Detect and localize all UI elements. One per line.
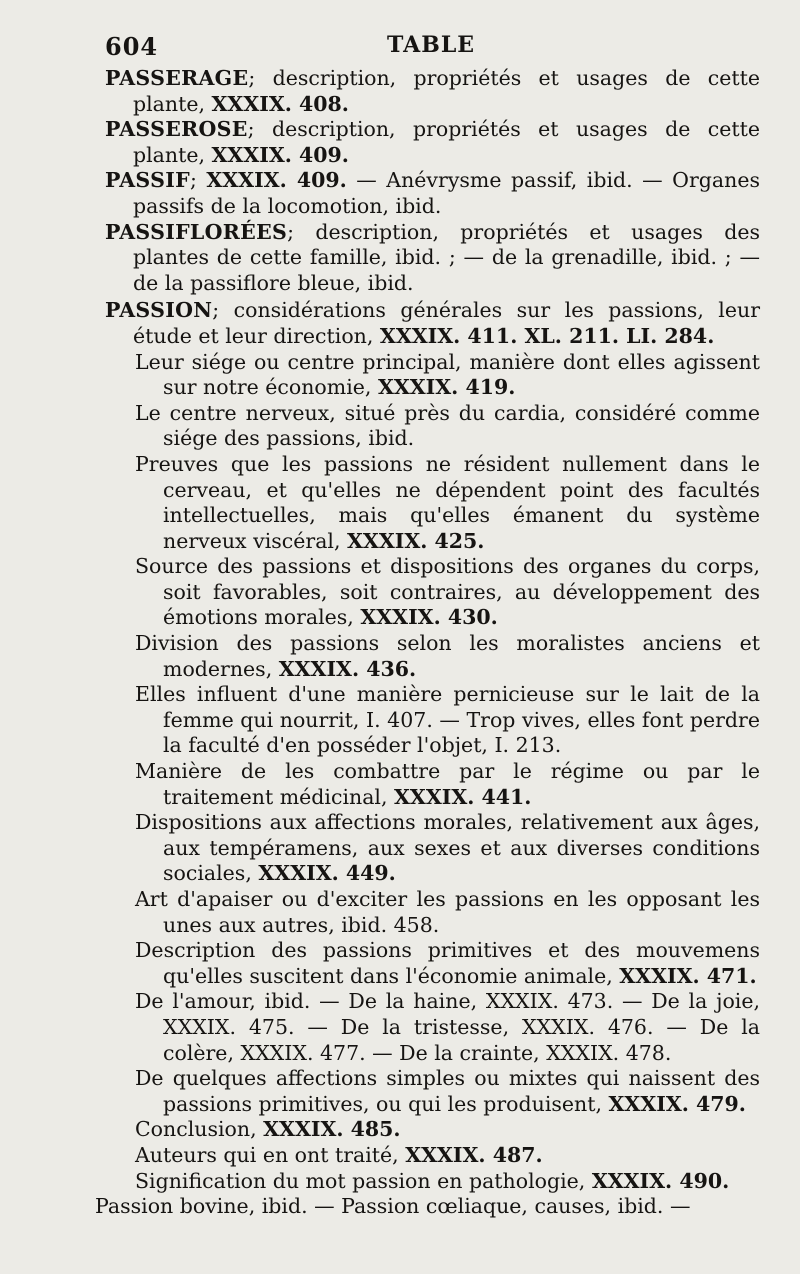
sub-entry-ref: XXXIX. 441. [394,784,532,809]
entry-ref: XXXIX. 408. [211,91,349,116]
entry-head: PASSIFLORÉES [105,219,288,244]
sub-entry-ref: XXXIX. 471. [619,963,757,988]
page-header [105,28,760,66]
entry-ref: XXXIX. 411. XL. 211. LI. 284. [379,323,715,348]
sub-entry-ref: XXXIX. 430. [360,605,498,630]
entry-ref: XXXIX. 409. [211,142,349,167]
entry-text: ; description, propriétés et usages de cette plante, [133,117,760,167]
sub-entry-ref: XXXIX. 425. [347,528,485,553]
index-entry [105,220,760,297]
index-entry [105,66,760,117]
index-entry [105,168,760,219]
entry-head: PASSIF [105,168,190,193]
sub-entry: Preuves que les passions ne résident nullement dans le cerveau, et qu'elles ne dépendent point des facultés intellectuelles, mais qu'elles émanent du système nerveux viscéral, XXXIX. 425. [135,451,760,553]
sub-entry: Elles influent d'une manière pernicieuse sur le lait de la femme qui nourrit, I. 407. — Trop vives, elles font perdre la faculté d'en posséder l'objet, I. 213. [135,682,760,758]
entry-text: ; description, propriétés et usages des plantes de cette famille, ibid. ; — de la grenadille, ibid. ; — de la passiflore bleue, ibid. [133,219,760,295]
entry-ref: XXXIX. 409. [206,168,347,193]
sub-entry-ref: XXXIX. 490. [591,1168,730,1193]
page-number: 604 [105,32,159,61]
sub-entry: Description des passions primitives et des mouvemens qu'elles suscitent dans l'économie animale, XXXIX. 471. [135,938,760,988]
sub-entry: Manière de les combattre par le régime ou par le traitement médicinal, XXXIX. 441. [135,759,760,809]
sub-entry-ref: XXXIX. 436. [278,656,417,681]
index-entry [105,298,760,349]
sub-entry-ref: XXXIX. 449. [258,861,396,886]
sub-entry-ref: XXXIX. 479. [608,1091,746,1116]
sub-entry: Leur siége ou centre principal, manière dont elles agissent sur notre économie, XXXIX. 419. [135,349,760,400]
sub-entry: Conclusion, XXXIX. 485. [135,1117,401,1142]
sub-entry: Art d'apaiser ou d'exciter les passions en les opposant les unes aux autres, ibid. 458. [135,887,760,937]
index-entry-continued: Passion bovine, ibid. — Passion cœliaque, causes, ibid. — [95,1194,691,1219]
sub-entry: Signification du mot passion en pathologie, XXXIX. 490. [135,1168,730,1193]
sub-entry: Source des passions et dispositions des organes du corps, soit favorables, soit contraires, au développement des émotions morales, XXXIX. 430. [135,554,760,630]
entry-text: ; description, propriétés et usages de cette plante, [133,66,760,116]
sub-entry: De quelques affections simples ou mixtes qui naissent des passions primitives, ou qui les produisent, XXXIX. 479. [135,1066,760,1116]
sub-entry: Division des passions selon les moralistes anciens et modernes, XXXIX. 436. [135,631,760,681]
entry-text: ; considérations générales sur les passions, leur étude et leur direction, [133,298,760,348]
index-entry [105,117,760,168]
sub-entry: De l'amour, ibid. — De la haine, XXXIX. 473. — De la joie, XXXIX. 475. — De la tristesse, XXXIX. 476. — De la colère, XXXIX. 477. — De la crainte, XXXIX. 478. [135,989,760,1065]
entry-head: PASSEROSE [105,117,248,142]
entry-rest: — Anévrysme passif, ibid. — Organes passifs de la locomotion, ibid. [133,168,760,218]
sub-entry: Dispositions aux affections morales, relativement aux âges, aux tempéramens, aux sexes et aux diverses conditions sociales, XXXIX. 449. [135,810,760,886]
sub-entry-ref: XXXIX. 485. [263,1117,401,1142]
sub-entry-ref: XXXIX. 419. [377,375,516,400]
sub-entry: Le centre nerveux, situé près du cardia, considéré comme siége des passions, ibid. [135,400,760,451]
running-title: TABLE [387,32,476,58]
entry-head: PASSION [105,298,213,323]
sub-entry: Auteurs qui en ont traité, XXXIX. 487. [135,1142,543,1167]
sub-entry-ref: XXXIX. 487. [405,1142,543,1167]
entry-text: ; [189,168,197,193]
entry-head: PASSERAGE [105,66,249,90]
